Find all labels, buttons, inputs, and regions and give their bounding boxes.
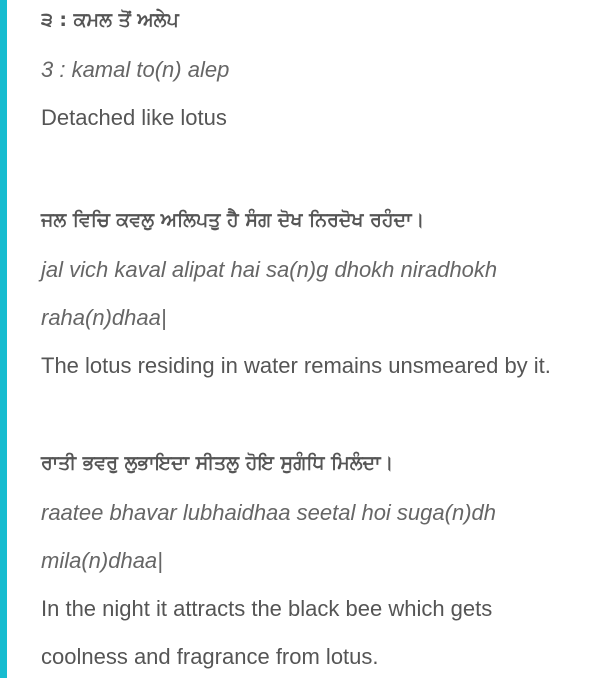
transliteration-text (41, 46, 611, 94)
verse-block (41, 0, 611, 142)
accent-bar (0, 0, 7, 678)
transliteration-text (41, 489, 611, 585)
transliteration-line: jal vich kaval alipat hai sa(n)g dhokh niradhokh (41, 257, 498, 282)
translation-line: The lotus residing in water remains unsmeared by it. (41, 353, 551, 378)
translation-text (41, 585, 611, 678)
verse-block (41, 443, 611, 678)
translation-line: Detached like lotus (41, 105, 227, 130)
transliteration-line: raha(n)dhaa| (41, 305, 167, 330)
gurmukhi-text: ਜਲ ਵਿਚਿ ਕਵਲੁ ਅਲਿਪਤੁ ਹੈ ਸੰਗ ਦੋਖ ਨਿਰਦੋਖ ਰਹੰਦਾ। (41, 209, 425, 231)
verse-block (41, 200, 611, 390)
transliteration-text (41, 246, 611, 342)
transliteration-line: mila(n)dhaa| (41, 548, 163, 573)
gurmukhi-text: ਰਾਤੀ ਭਵਰੁ ਲੁਭਾਇਦਾ ਸੀਤਲੁ ਹੋਇ ਸੁਗੰਧਿ ਮਿਲੰਦਾ। (41, 452, 394, 474)
translation-text (41, 342, 611, 390)
gurmukhi-text: ੩ : ਕਮਲ ਤੋਂ ਅਲੇਪ (41, 9, 179, 31)
transliteration-line: raatee bhavar lubhaidhaa seetal hoi suga(n)dh (41, 500, 496, 525)
translation-line: coolness and fragrance from lotus. (41, 644, 379, 669)
translation-text (41, 94, 611, 142)
transliteration-line: 3 : kamal to(n) alep (41, 57, 230, 82)
translation-line: In the night it attracts the black bee which gets (41, 596, 493, 621)
